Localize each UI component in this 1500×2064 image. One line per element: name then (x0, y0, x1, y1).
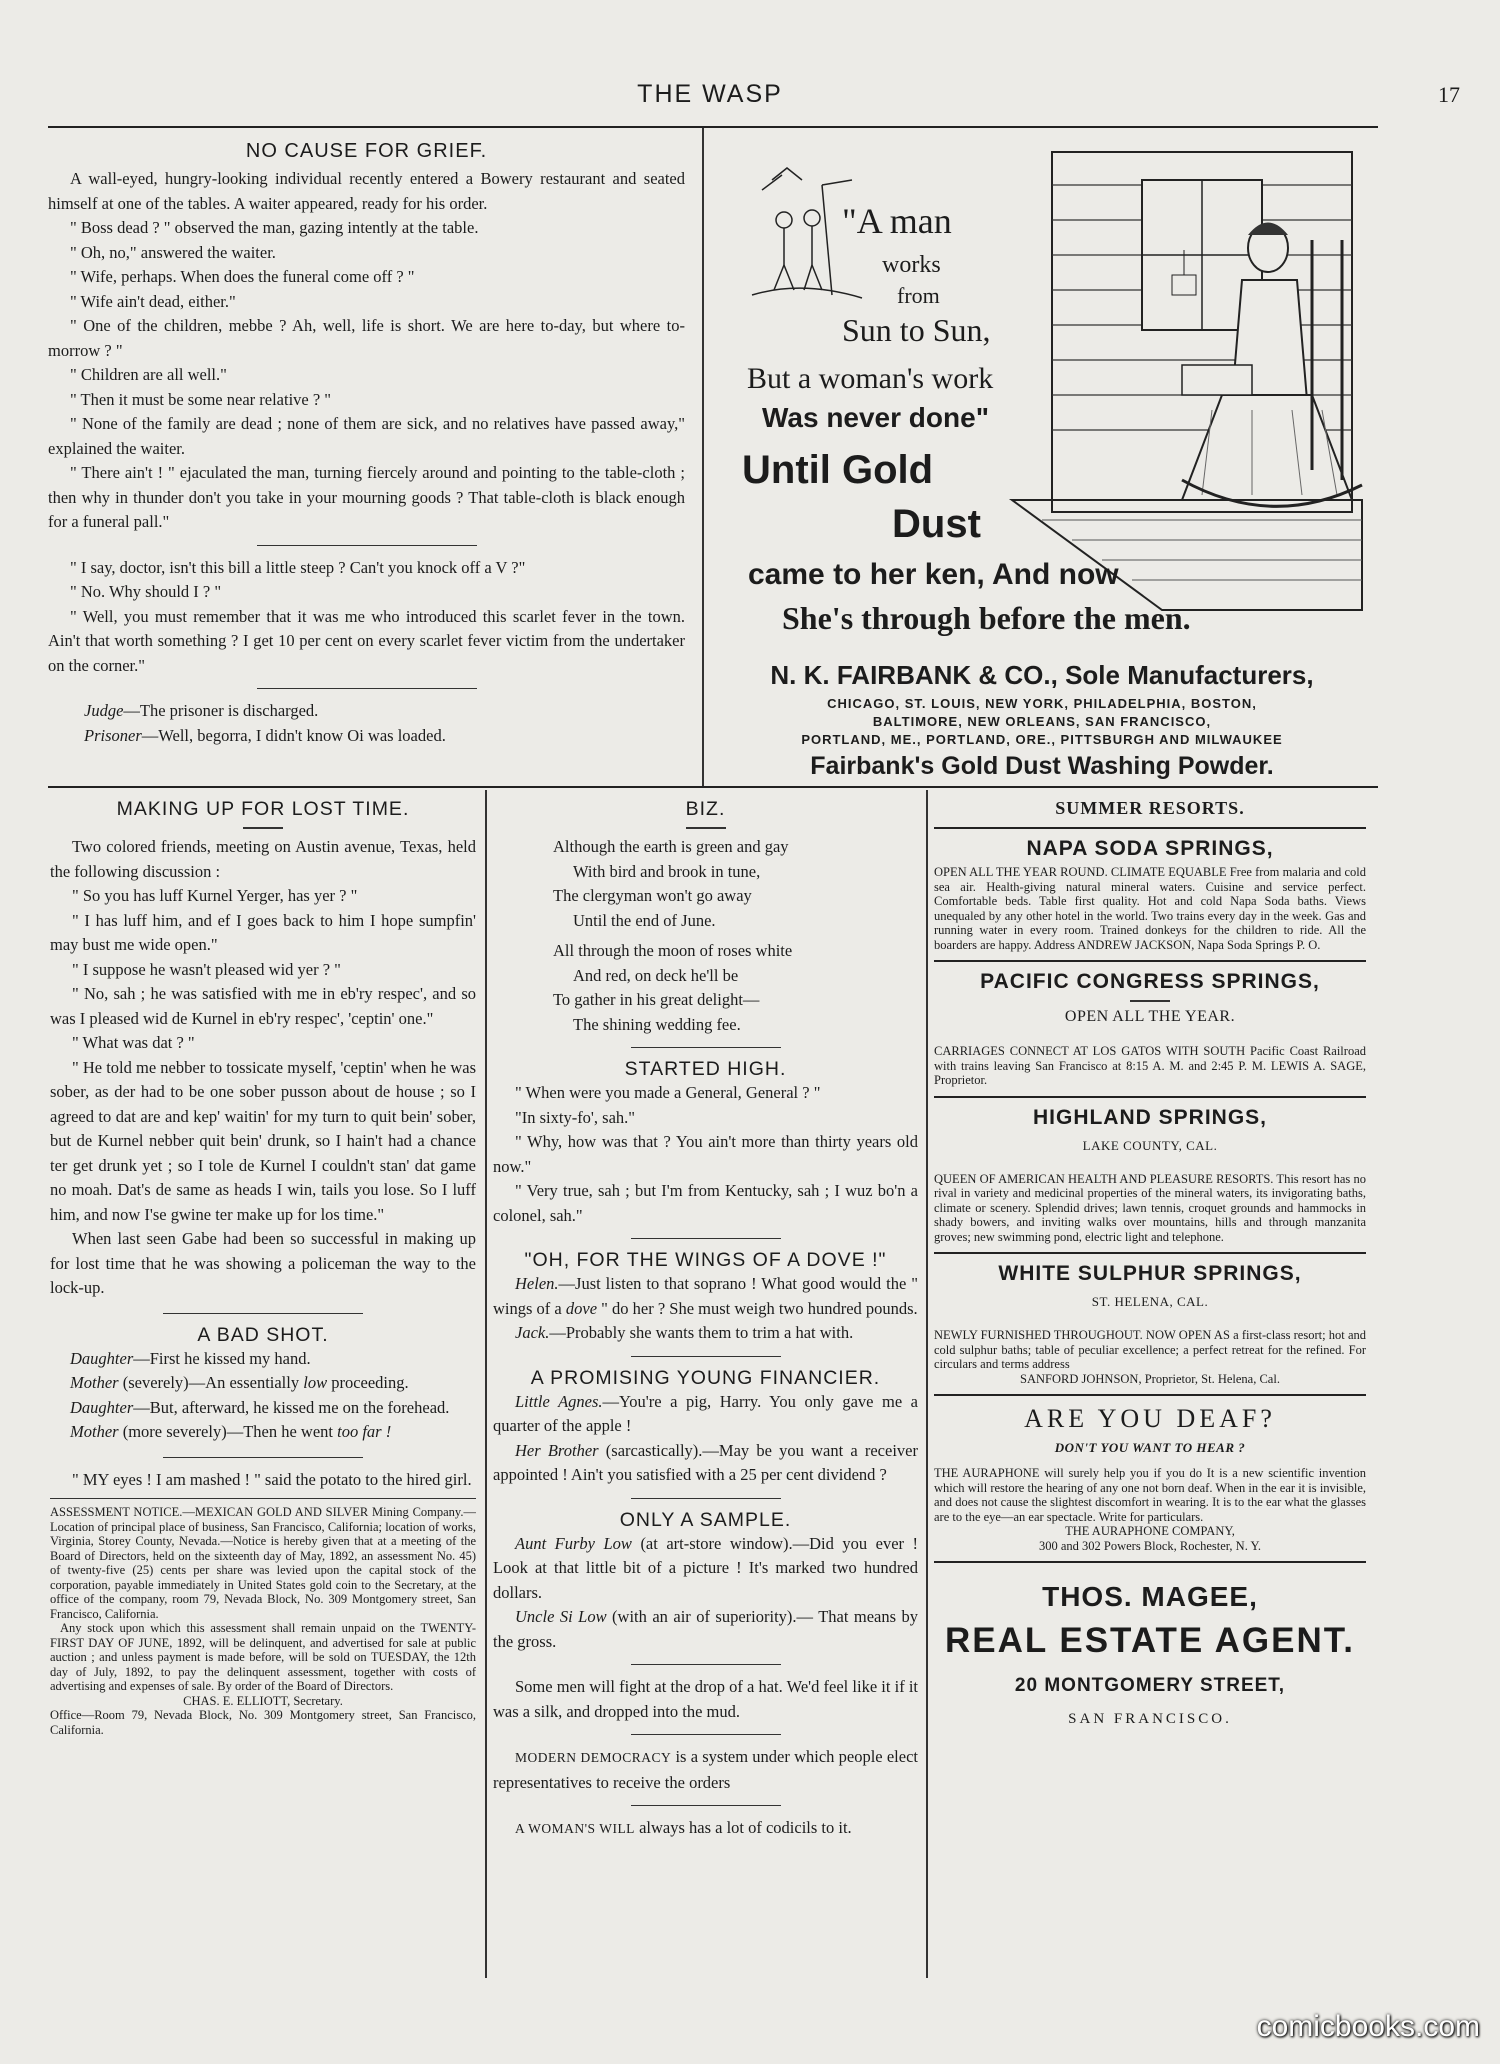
lost-time-para-4: " No, sah ; he was satisfied with me in eb'ry respec', and so was I pleased wid de Kurnel in eb'ry respec', 'ceptin' one." (50, 984, 476, 1028)
rule (934, 827, 1366, 829)
ad-cities-1: CHICAGO, ST. LOUIS, NEW YORK, PHILADELPHIA, BOSTON, (827, 696, 1257, 711)
rule (934, 960, 1366, 962)
title-rule (1130, 1000, 1170, 1002)
lost-time-para-7: When last seen Gabe had been so successful in making up for lost time that he was showing a policeman the way to the lock-up. (50, 1229, 476, 1297)
poem-line: The clergyman won't go away (553, 886, 752, 905)
judge-line: Judge—The prisoner is discharged. (84, 701, 319, 720)
rule (934, 1394, 1366, 1396)
poem-line: Until the end of June. (573, 910, 716, 930)
separator-rule (257, 545, 477, 546)
top-rule (48, 126, 1378, 128)
bad-shot-title: A BAD SHOT. (197, 1323, 329, 1346)
separator-rule (631, 1805, 781, 1806)
gold-dust-ad (712, 140, 1372, 785)
financier-title: A PROMISING YOUNG FINANCIER. (530, 1366, 881, 1389)
grief-para-5: " One of the children, mebbe ? Ah, well, life is short. We are here to-day, but where to-morrow ? " (48, 316, 685, 360)
ad-line-2: works (882, 252, 941, 278)
biz-title: BIZ. (685, 798, 726, 820)
codicils-joke: A WOMAN'S WILL always has a lot of codicils to it. (515, 1818, 852, 1837)
started-high-para-2: " Why, how was that ? You ain't more than thirty years old now." (493, 1132, 918, 1176)
mid-rule (48, 786, 1378, 788)
ad-line-9: came to her ken, And now (748, 558, 1119, 591)
dove-title: "OH, FOR THE WINGS OF A DOVE !" (524, 1249, 887, 1271)
started-high-para-0: " When were you made a General, General ? " (515, 1083, 821, 1102)
financier-line-2: Her Brother (sarcastically).—May be you want a receiver appointed ! Ain't you satisfied with a 25 per cent dividend ? (493, 1440, 918, 1484)
middle-column (493, 798, 918, 1988)
white-sulphur-title: WHITE SULPHUR SPRINGS, (998, 1262, 1302, 1285)
lost-time-para-0: Two colored friends, meeting on Austin avenue, Texas, held the following discussion : (50, 837, 476, 881)
deaf-company: THE AURAPHONE COMPANY, (1065, 1524, 1235, 1538)
assessment-signer: CHAS. E. ELLIOTT, Secretary. (183, 1693, 343, 1708)
rule (934, 1561, 1366, 1563)
lost-time-title: MAKING UP FOR LOST TIME. (116, 798, 410, 820)
lost-time-para-6: " He told me nebber to tossicate myself, 'ceptin' when he was sober, as der had to be one sober pusson about de house ; so I agreed to dat are and kep' waitin' for my turn to quit bein' sober, but de Kurnel nebber quit bein' drunk, so I hain't had a chance ter get drunk yet ; so I tole de Kurnel I couldn't stan' dat game no moah. Dat's de same as heads I win, tails you lose. So I luff him, and now I'se gwine ter make up for los time." (50, 1057, 476, 1224)
page-number: 17 (1438, 82, 1460, 107)
lost-time-para-1: " So you has luff Kurnel Yerger, has yer ? " (72, 886, 358, 905)
separator-rule (631, 1498, 781, 1499)
ad-line-8: Dust (892, 502, 981, 546)
grief-para-9: " There ain't ! " ejaculated the man, turning fiercely around and pointing to the table-cloth ; then why in thunder don't you take in your mourning goods ? That table-cloth is black enough for a funeral pall." (48, 463, 685, 531)
white-sulphur-text: NEWLY FURNISHED THROUGHOUT. NOW OPEN AS a first-class resort; hot and cold sulphur baths; table of peculiar excellence; a perfect retreat for the refined. For circulars and terms address (934, 1328, 1366, 1371)
top-column-divider (702, 128, 704, 786)
highland-text: QUEEN OF AMERICAN HEALTH AND PLEASURE RESORTS. This resort has no rival in variety and medicinal properties of the mineral waters, its invigorating baths, climate or scenery. Splendid drives; lawn tennis, croquet grounds and hammocks in shady bowers, and inviting walks over mountains, hills and through manzanita groves; new swimming pond, electric light and telephone. (934, 1171, 1366, 1244)
ad-product: Fairbank's Gold Dust Washing Powder. (810, 752, 1274, 780)
deaf-title: ARE YOU DEAF? (1024, 1404, 1276, 1433)
sample-line-2: Uncle Si Low (with an air of superiority).— That means by the gross. (493, 1607, 918, 1651)
masthead-title: THE WASP (637, 80, 783, 108)
watermark: comicbooks.com (1256, 2010, 1480, 2043)
poem-line: All through the moon of roses white (553, 941, 793, 960)
assessment-notice: ASSESSMENT NOTICE.—MEXICAN GOLD AND SILVER Mining Company.—Location of principal place of business, San Francisco, California; location of works, Virginia, Storey County, Nevada.—Notice is hereby given that at a meeting of the Board of Directors, held on the sixteenth day of May, 1892, an assessment No. 45) of twenty-five (25) cents per share was levied upon the capital stock of the corporation, payable immediately in United States gold coin to the Secretary, at the office of the company, room 79, Nevada Block, No. 309 Montgomery street, San Francisco, California. (50, 1505, 476, 1621)
bad-shot-line-2: Mother (severely)—An essentially low proceeding. (70, 1373, 409, 1392)
grief-para-8: " None of the family are dead ; none of them are sick, and no relatives have passed away," explained the waiter. (48, 414, 685, 458)
rule (934, 1252, 1366, 1254)
separator-rule (257, 688, 477, 689)
white-sulphur-sig: SANFORD JOHNSON, Proprietor, St. Helena, Cal. (1020, 1371, 1280, 1386)
doctor-para-2: " Well, you must remember that it was me who introduced this scarlet fever in the town. Ain't that worth something ? I get 10 per cent on every scarlet fever victim from the undertaker on the corner." (48, 606, 685, 675)
financier-line-1: Little Agnes.—You're a pig, Harry. You only gave me a quarter of the apple ! (493, 1391, 918, 1435)
right-column (934, 798, 1366, 1988)
napa-text: OPEN ALL THE YEAR ROUND. CLIMATE EQUABLE Free from malaria and cold sea air. Health-giving natural mineral waters. Cuisine and service perfect. Comfortable beds. Table first quality. Hot and cold Napa Soda baths. Views unequaled by any other hotel in the world. Two trains every day in the week. Gas and running water in every room. Trained donkeys for the children to ride. All the boarders are happy. Address ANDREW JACKSON, Napa Soda Springs P. O. (934, 865, 1366, 952)
grief-para-4: " Wife ain't dead, either." (70, 291, 236, 311)
ad-cities-2: BALTIMORE, NEW ORLEANS, SAN FRANCISCO, (872, 714, 1212, 729)
title-rule (686, 827, 726, 829)
ad-line-6: Was never done" (762, 402, 989, 433)
deaf-sub: DON'T YOU WANT TO HEAR ? (1054, 1440, 1246, 1455)
ad-line-5: But a woman's work (747, 362, 994, 395)
grief-para-6: " Children are all well." (70, 365, 227, 384)
bad-shot-line-4: Mother (more severely)—Then he went too far ! (70, 1422, 392, 1441)
separator-rule (631, 1664, 781, 1665)
highland-sub: LAKE COUNTY, CAL. (1082, 1137, 1218, 1153)
grief-para-0: A wall-eyed, hungry-looking individual recently entered a Bowery restaurant and seated himself at one of the tables. A waiter appeared, ready for his order. (48, 169, 685, 213)
separator-rule (163, 1313, 363, 1314)
napa-title: NAPA SODA SPRINGS, (1026, 837, 1274, 860)
magee-city: SAN FRANCISCO. (1068, 1711, 1232, 1727)
poem-line: To gather in his great delight— (553, 990, 760, 1009)
ad-line-10: She's through before the men. (782, 600, 1191, 636)
democracy-joke: MODERN DEMOCRACY is a system under which people elect representatives to receive the orders (493, 1747, 918, 1792)
lost-time-para-2: " I has luff him, and ef I goes back to him I hope sumpfin' may bust me wide open." (50, 910, 476, 954)
grief-para-3: " Wife, perhaps. When does the funeral come off ? " (70, 267, 415, 286)
ad-cities-3: PORTLAND, ME., PORTLAND, ORE., PITTSBURGH AND MILWAUKEE (801, 732, 1283, 747)
highland-title: HIGHLAND SPRINGS, (1032, 1105, 1267, 1129)
poem-line: The shining wedding fee. (573, 1014, 741, 1034)
sample-title: ONLY A SAMPLE. (619, 1508, 792, 1531)
ad-line-4: Sun to Sun, (842, 312, 991, 348)
deaf-text: THE AURAPHONE will surely help you if you do It is a new scientific invention which will restore the hearing of any one not born deaf. When in the ear it is invisible, and does not cause the slightest discomfort in wearing. It is to the ear what the glasses are to the eye—an ear spectacle. Write for particulars. (934, 1466, 1366, 1524)
separator-rule (50, 1498, 476, 1499)
started-high-para-1: "In sixty-fo', sah." (515, 1107, 636, 1127)
separator-rule (631, 1238, 781, 1239)
poem-line: Although the earth is green and gay (553, 837, 789, 856)
prisoner-line: Prisoner—Well, begorra, I didn't know Oi was loaded. (84, 725, 446, 745)
title-rule (243, 827, 283, 829)
resorts-title: SUMMER RESORTS. (1055, 798, 1245, 818)
started-high-title: STARTED HIGH. (624, 1058, 787, 1080)
separator-rule (631, 1047, 781, 1048)
left-column (50, 798, 476, 1988)
ad-line-1: "A man (842, 201, 952, 241)
dove-line-1: Helen.—Just listen to that soprano ! What good would the " wings of a dove " do her ? She must weigh two hundred pounds. (493, 1274, 918, 1318)
bad-shot-line-1: Daughter—First he kissed my hand. (70, 1348, 311, 1368)
poem-line: With bird and brook in tune, (573, 861, 761, 881)
separator-rule (163, 1457, 363, 1458)
potato-joke: " MY eyes ! I am mashed ! " said the potato to the hired girl. (72, 1469, 472, 1489)
grief-para-7: " Then it must be some near relative ? " (70, 389, 332, 409)
column-divider-right (926, 790, 928, 1978)
separator-rule (631, 1356, 781, 1357)
column-divider-left (485, 790, 487, 1978)
magee-name: THOS. MAGEE, (1042, 1581, 1258, 1612)
sample-line-1: Aunt Furby Low (at art-store window).—Did you ever ! Look at that little bit of a picture ! It's marked two hundred dollars. (493, 1533, 918, 1602)
pacific-text: CARRIAGES CONNECT AT LOS GATOS WITH SOUTH Pacific Coast Railroad with trains leaving San Francisco at 8:15 A. M. and 2:45 P. M. LEWIS A. SAGE, Proprietor. (934, 1044, 1366, 1087)
biz-poem (493, 835, 918, 1037)
ad-line-7: Until Gold (742, 448, 934, 492)
doctor-para-0: " I say, doctor, isn't this bill a little steep ? Can't you knock off a V ?" (70, 557, 526, 577)
ad-maker: N. K. FAIRBANK & CO., Sole Manufacturers, (770, 660, 1314, 690)
doctor-para-1: " No. Why should I ? " (70, 582, 222, 601)
grief-article (48, 140, 685, 785)
grief-title: NO CAUSE FOR GRIEF. (245, 140, 488, 162)
magee-street: 20 MONTGOMERY STREET, (1014, 1675, 1286, 1696)
poem-line: And red, on deck he'll be (573, 965, 739, 985)
pacific-title: PACIFIC CONGRESS SPRINGS, (980, 970, 1320, 993)
deaf-address: 300 and 302 Powers Block, Rochester, N. Y. (1038, 1538, 1262, 1553)
white-sulphur-sub: ST. HELENA, CAL. (1091, 1294, 1209, 1309)
hat-joke: Some men will fight at the drop of a hat. We'd feel like it if it was a silk, and dropped into the mud. (493, 1677, 918, 1721)
started-high-para-3: " Very true, sah ; but I'm from Kentucky, sah ; I wuz bo'n a colonel, sah." (493, 1181, 918, 1225)
pacific-sub: OPEN ALL THE YEAR. (1064, 1008, 1236, 1025)
lost-time-para-3: " I suppose he wasn't pleased wid yer ? " (72, 959, 341, 979)
separator-rule (631, 1734, 781, 1735)
magee-role: REAL ESTATE AGENT. (944, 1621, 1355, 1660)
grief-para-1: " Boss dead ? " observed the man, gazing intently at the table. (70, 218, 479, 237)
bad-shot-line-3: Daughter—But, afterward, he kissed me on the forehead. (70, 1397, 450, 1417)
dove-line-2: Jack.—Probably she wants them to trim a hat with. (515, 1323, 854, 1342)
rule (934, 1096, 1366, 1098)
ad-line-3: from (897, 283, 940, 308)
assessment-office: Office—Room 79, Nevada Block, No. 309 Montgomery street, San Francisco, California. (50, 1708, 476, 1737)
grief-para-2: " Oh, no," answered the waiter. (70, 242, 276, 262)
lost-time-para-5: " What was dat ? " (72, 1033, 195, 1052)
assessment-notice-2: Any stock upon which this assessment shall remain unpaid on the TWENTY-FIRST DAY OF JUNE, 1892, will be delinquent, and advertised for sale at public auction ; and unless payment is made before, will be sold on TUESDAY, the 12th day of July, 1892, to pay the delinquent assessment, together with costs of advertising and expenses of sale. By order of the Board of Directors. (50, 1621, 476, 1693)
page-header (0, 80, 1500, 112)
